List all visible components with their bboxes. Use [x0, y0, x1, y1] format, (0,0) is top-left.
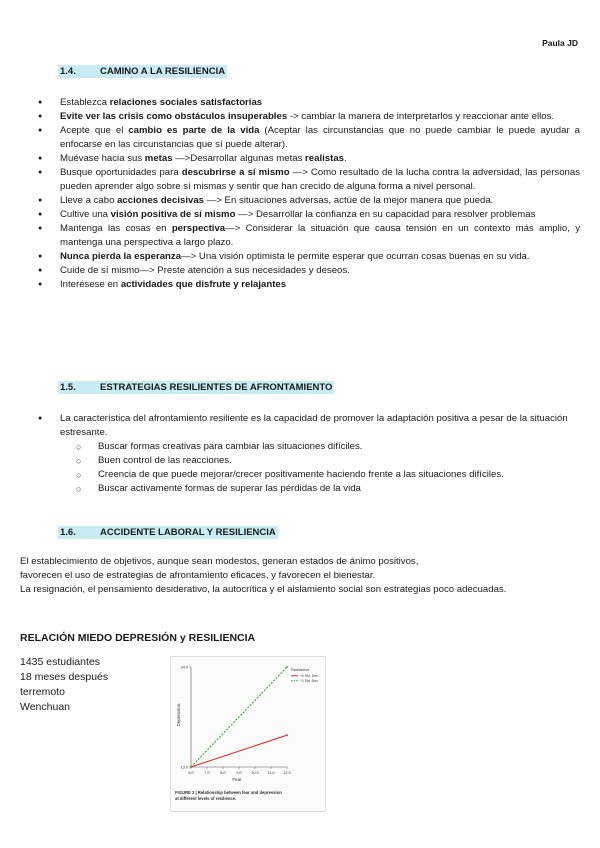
legend-title: Resilience	[291, 667, 310, 672]
list-item: ● Mantenga las cosas en perspectiva—> Considerar la situación que causa tensión en un contexto más amplio, y mantenga una perspectiva a largo plazo.	[38, 222, 580, 250]
fear-depression-figure	[170, 656, 326, 812]
legend-label-2: +1 Std. Dev.	[300, 679, 319, 683]
figure-caption: FIGURE 2 | Relationship between fear and depression	[175, 790, 282, 795]
coping-strategies-list	[38, 412, 580, 496]
list-item: ● Interésese en actividades que disfrute y relajantes	[38, 278, 580, 292]
list-item: ● Evite ver las crisis como obstáculos insuperables -> cambiar la manera de interpretarlos y reaccionar ante ellos.	[38, 110, 580, 124]
paragraph-line: La resignación, el pensamiento desiderativo, la autocrítica y el aislamiento social son estrategias poco adecuadas.	[20, 584, 507, 595]
paragraph-line: favorecen el uso de estrategias de afrontamiento eficaces, y favorecen el bienestar.	[20, 570, 376, 581]
section-heading-1-5	[58, 382, 334, 393]
section-number: 1.4.	[60, 66, 76, 77]
study-line: 1435 estudiantes	[20, 656, 100, 668]
study-description	[20, 655, 108, 715]
relation-title: RELACIÓN MIEDO DEPRESIÓN y RESILIENCIA	[20, 632, 256, 644]
y-axis-label: Depression	[176, 703, 181, 727]
study-line: terremoto	[20, 686, 65, 698]
author-name: Paula JD	[542, 38, 578, 48]
y-tick-label: 24.0	[180, 665, 188, 670]
x-tick-label: 9.0	[236, 771, 242, 775]
series-line-2	[191, 667, 287, 767]
list-item: ● La característica del afrontamiento resiliente es la capacidad de promover la adaptación positiva a pesar de la situación estresante. ○ Buscar formas creativas para cambiar las situaciones difíciles. ○ Buen control de las reacciones. ○ Creencia de que puede mejorar/crecer positivamente haciendo frente a las situaciones difíciles. ○ Buscar activamente formas de superar las pérdidas de la vida	[38, 412, 580, 496]
series-point-1	[286, 734, 288, 736]
section-number: 1.5.	[60, 382, 76, 393]
list-item: ● Muévase hacia sus metas —>Desarrollar algunas metas realistas.	[38, 152, 580, 166]
coping-subitems	[60, 440, 580, 496]
list-item: ● Establezca relaciones sociales satisfactorias	[38, 96, 580, 110]
sub-list-item: ○ Creencia de que puede mejorar/crecer positivamente haciendo frente a las situaciones difíciles.	[60, 468, 580, 482]
section-number: 1.6.	[60, 527, 76, 538]
x-tick-label: 6.0	[188, 771, 194, 775]
legend-label-1: +1 Std. Dev.	[300, 674, 319, 678]
sub-list-item: ○ Buscar formas creativas para cambiar las situaciones difíciles.	[60, 440, 580, 454]
series-line-1	[191, 735, 287, 767]
list-item: ● Nunca pierda la esperanza—> Una visión optimista le permite esperar que ocurran cosas buenas en su vida.	[38, 250, 580, 264]
section-title: ESTRATEGIAS RESILIENTES DE AFRONTAMIENTO	[100, 382, 333, 393]
section-heading-1-6	[58, 527, 278, 538]
x-tick-label: 11.0	[267, 771, 275, 775]
series-point-2	[286, 666, 288, 668]
list-item: ● Busque oportunidades para descubrirse a sí mismo —> Como resultado de la lucha contra la adversidad, las personas pueden aprender algo sobre sí mismas y sentir que han crecido de alguna forma a nivel personal.	[38, 166, 580, 194]
section-heading-1-4	[58, 66, 227, 77]
paragraph-line: El establecimiento de objetivos, aunque sean modestos, generan estados de ánimo positivos,	[20, 556, 419, 567]
figure-caption-line2: at different levels of resilience.	[175, 796, 237, 801]
study-line: 18 meses después	[20, 671, 109, 683]
x-tick-label: 7.0	[204, 771, 210, 775]
x-axis-label: Fear	[232, 777, 242, 782]
resilience-path-list	[38, 96, 580, 292]
series-point-2	[190, 766, 192, 768]
list-item: ● Cuide de sí mismo—> Preste atención a sus necesidades y deseos.	[38, 264, 580, 278]
list-item: ● Cultive una visión positiva de sí mismo —> Desarrollar la confianza en su capacidad para resolver problemas	[38, 208, 580, 222]
list-item: ● Acepte que el cambio es parte de la vida (Aceptar las circunstancias que no puede cambiar le puede ayudar a enfocarse en las circunstancias que sí puede alterar).	[38, 124, 580, 152]
y-tick-label: 13.0	[180, 765, 188, 770]
sub-list-item: ○ Buscar activamente formas de superar las pérdidas de la vida	[60, 482, 580, 496]
work-accident-paragraph	[20, 555, 580, 597]
list-item: ● Lleve a cabo acciones decisivas —> En situaciones adversas, actúe de la mejor manera que pueda.	[38, 194, 580, 208]
x-tick-label: 12.0	[283, 771, 291, 775]
fear-depression-chart	[171, 657, 325, 811]
x-tick-label: 8.0	[220, 771, 226, 775]
study-line: Wenchuan	[20, 701, 71, 713]
sub-list-item: ○ Buen control de las reacciones.	[60, 454, 580, 468]
section-title: CAMINO A LA RESILIENCIA	[100, 66, 226, 77]
section-title: ACCIDENTE LABORAL Y RESILIENCIA	[100, 527, 276, 538]
x-tick-label: 10.0	[251, 771, 259, 775]
